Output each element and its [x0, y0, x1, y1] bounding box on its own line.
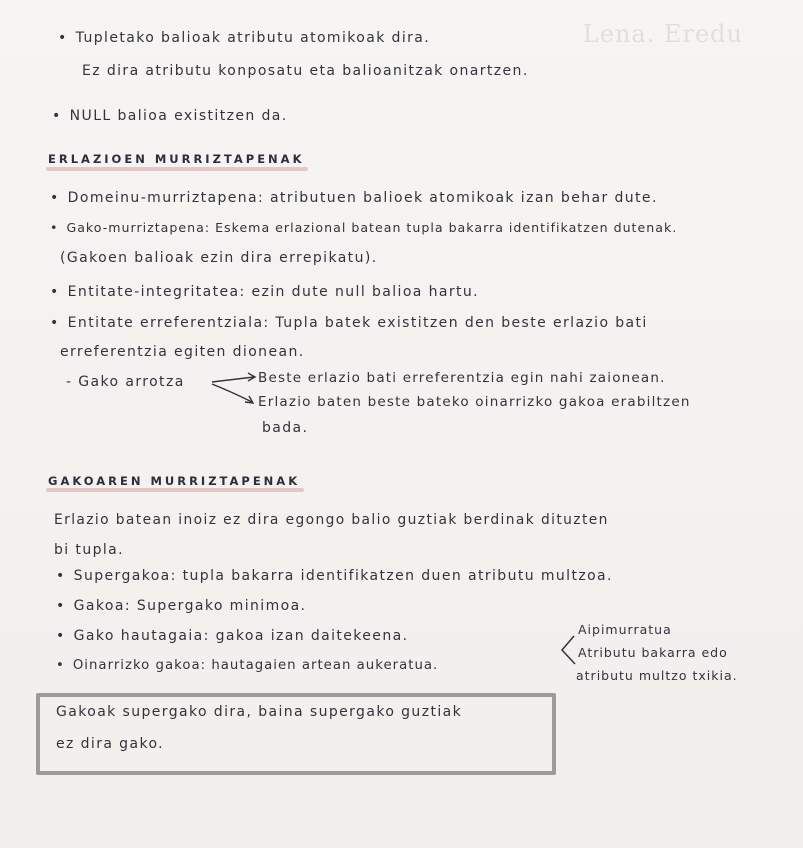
note-line: Ez dira atributu konposatu eta balioanitzak onartzen. [82, 63, 529, 79]
note-line: • Domeinu-murriztapena: atributuen balioek atomikoak izan behar dute. [50, 190, 658, 206]
note-line: Beste erlazio bati erreferentzia egin nahi zaionean. [258, 370, 666, 386]
note-line: • Gako hautagaia: gakoa izan daitekeena. [56, 628, 408, 644]
section-heading: GAKOAREN MURRIZTAPENAK [48, 474, 301, 488]
note-line: • Entitate erreferentziala: Tupla batek existitzen den beste erlazio bati [50, 315, 648, 331]
note-line: Aipimurratua [578, 622, 672, 637]
note-line: atributu multzo txikia. [576, 668, 738, 683]
note-line: Erlazio batean inoiz ez dira egongo balio guztiak berdinak dituzten [54, 512, 609, 528]
box-text: ez dira gako. [56, 736, 165, 752]
note-line: • Oinarrizko gakoa: hautagaien artean aukeratua. [56, 658, 438, 673]
note-line: Atributu bakarra edo [578, 645, 728, 660]
note-line: • Supergakoa: tupla bakarra identifikatzen duen atributu multzoa. [56, 568, 613, 584]
note-line: • Tupletako balioak atributu atomikoak dira. [58, 30, 430, 46]
section-heading: ERLAZIOEN MURRIZTAPENAK [48, 152, 305, 166]
note-line: • NULL balioa existitzen da. [52, 108, 288, 124]
show-through-text: Lena. Eredu [582, 20, 743, 48]
note-line: • Entitate-integritatea: ezin dute null balioa hartu. [50, 284, 479, 300]
note-line: Erlazio baten beste bateko oinarrizko gakoa erabiltzen [258, 394, 691, 410]
note-line: - Gako arrotza [66, 374, 185, 390]
note-line: erreferentzia egiten dionean. [60, 344, 305, 360]
note-line: • Gako-murriztapena: Eskema erlazional batean tupla bakarra identifikatzen dutenak. [50, 220, 677, 235]
note-line: bada. [262, 420, 309, 436]
box-text: Gakoak supergako dira, baina supergako guztiak [56, 704, 463, 720]
note-line: (Gakoen balioak ezin dira errepikatu). [60, 250, 378, 266]
note-line: • Gakoa: Supergako minimoa. [56, 598, 306, 614]
note-line: bi tupla. [54, 542, 124, 558]
